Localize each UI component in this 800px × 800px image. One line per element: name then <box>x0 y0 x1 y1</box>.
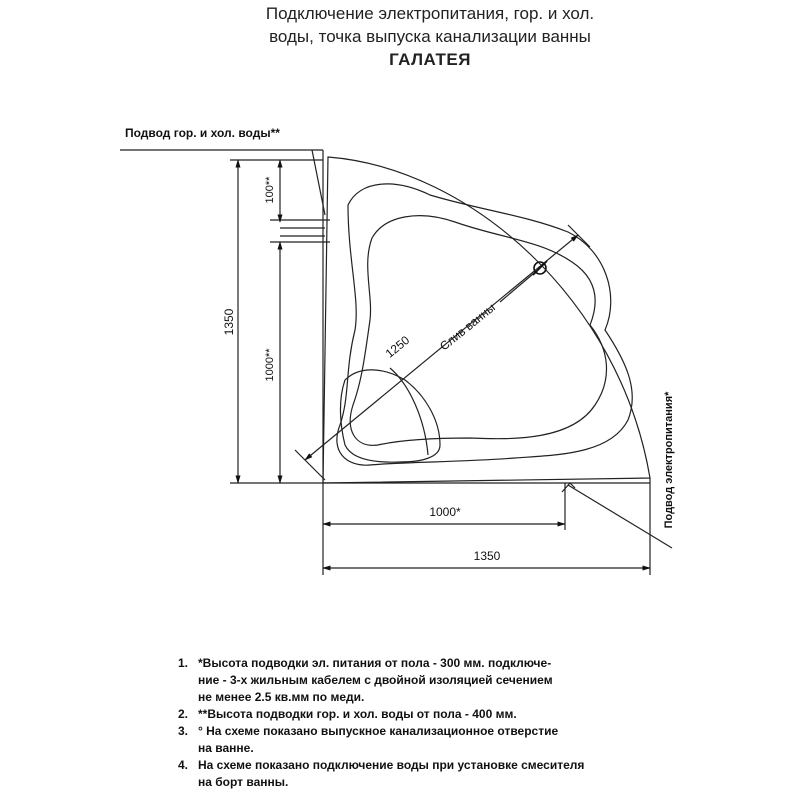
power-supply-label: Подвод электропитания* <box>663 391 675 529</box>
title-model-name: ГАЛАТЕЯ <box>389 50 471 69</box>
dim-water-top-label: 100** <box>264 176 276 204</box>
title-line-2: воды, точка выпуска канализации ванны <box>269 27 591 46</box>
dim-bottom-inner-label: 1000* <box>429 505 461 519</box>
bathtub-inner-bowl <box>337 184 632 465</box>
drain-label: Слив ванны <box>437 300 498 354</box>
water-supply-label: Подвод гор. и хол. воды** <box>125 126 280 140</box>
note-item: 2. **Высота подводки гор. и хол. воды от пола - 400 мм. <box>178 707 517 721</box>
bathtub-seat-contour <box>340 370 440 462</box>
dim-diagonal-label: 1250 <box>382 333 413 361</box>
note-item: 3. ° На схеме показано выпускное канализационное отверстие на ванне. <box>178 724 559 755</box>
notes-list <box>178 655 648 791</box>
note-item: 1. *Высота подводки эл. питания от пола - 300 мм. подключе- ние - 3-х жильным кабелем с двойной изоляцией сечением не менее 2.5 кв.мм по меди. <box>178 656 553 704</box>
dim-water-height-label: 1000** <box>264 348 276 382</box>
note-item: 4. На схеме показано подключение воды при установке смесителя на борт ванны. <box>178 758 585 789</box>
title-line-1: Подключение электропитания, гор. и хол. <box>265 4 595 23</box>
dim-bottom-total-label: 1350 <box>473 549 501 563</box>
bathtub-bottom-contour <box>350 216 606 446</box>
dim-height-label: 1350 <box>222 308 236 336</box>
